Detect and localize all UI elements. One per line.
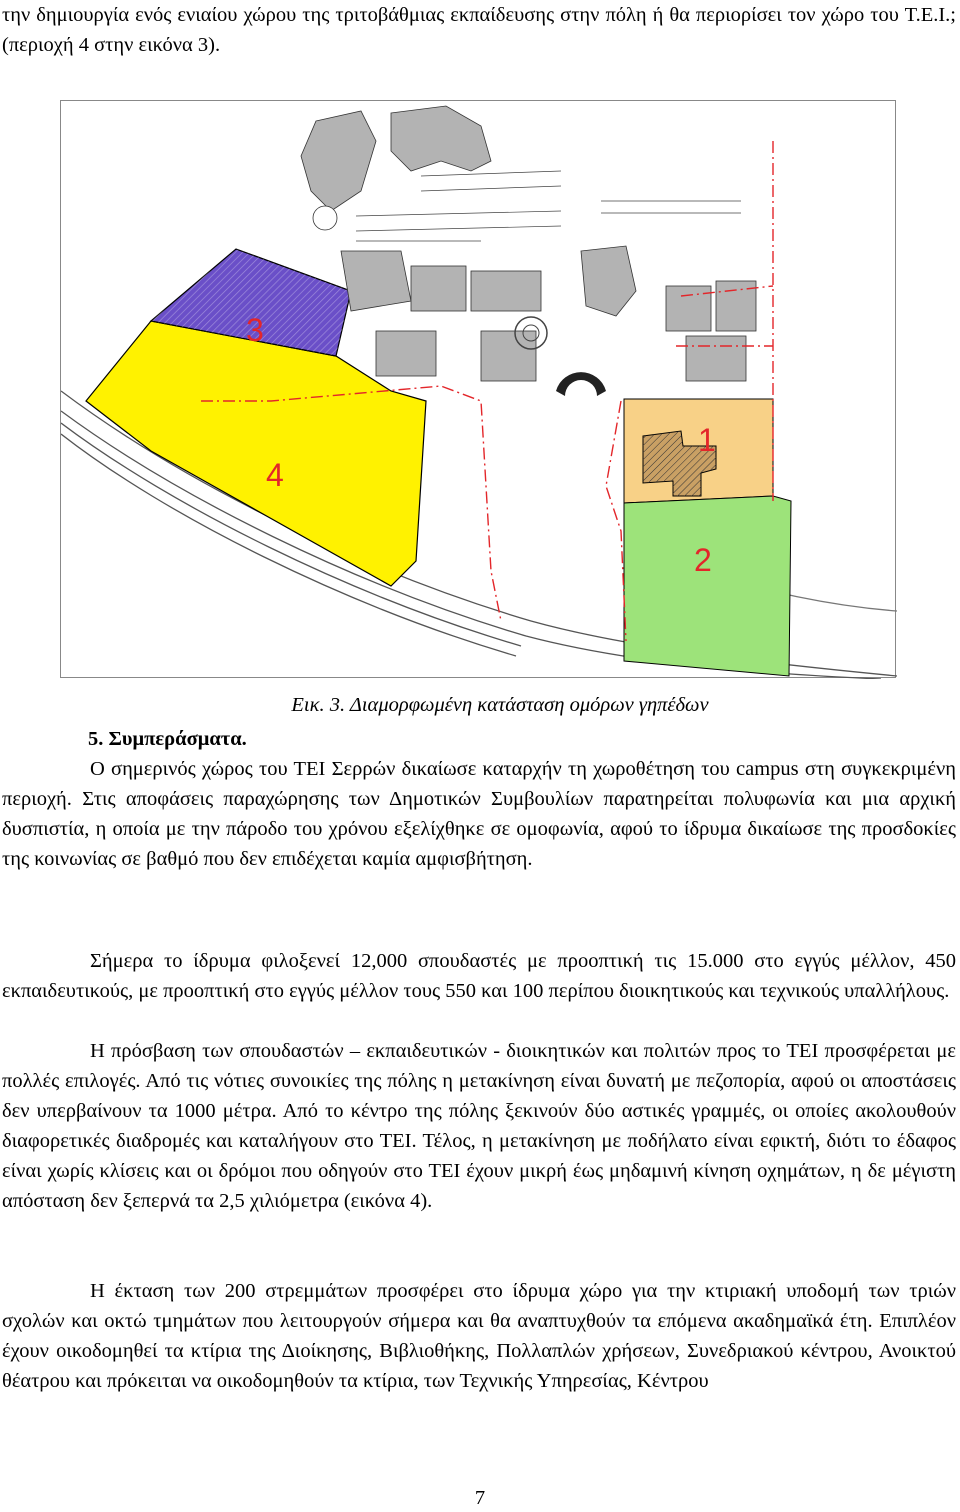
paragraph-1: Ο σημερινός χώρος του ΤΕΙ Σερρών δικαίωσε καταρχήν τη χωροθέτηση του campus στη συγκεκριμένη περιοχή. Στις αποφάσεις παραχώρησης των Δημοτικών Συμβουλίων παρατηρείται πολυφωνία και μια αρχική δυσπιστία, η οποία με την πάροδο του χρόνου εξελίχθηκε σε ομοφωνία, αφού το ίδρυμα δικαίωσε της προσδοκίες της κοινωνίας σε βαθμό που δεν επιδέχεται καμία αμφισβήτηση. — [2, 758, 956, 870]
paragraph-4: Η έκταση των 200 στρεμμάτων προσφέρει στο ίδρυμα χώρο για την κτιριακή υποδομή των τριών σχολών και οκτώ τμημάτων που λειτουργούν σήμερα και θα αναπτυχθούν τα επόμενα ακαδημαϊκά έτη. Επιπλέον έχουν οικοδομηθεί τα κτίρια της Διοίκησης, Βιβλιοθήκης, Πολλαπλών χρήσεων, Συνεδριακού κέντρου, Ανοικτού θέατρου και πρόκειται να οικοδομηθούν τα κτίρια, των Τεχνικής Υπηρεσίας, Κέντρου — [2, 1280, 956, 1392]
figure-caption: Εικ. 3. Διαμορφωμένη κατάσταση ομόρων γηπέδων — [291, 694, 709, 716]
area-label-3: 3 — [246, 312, 264, 348]
paragraph-2: Σήμερα το ίδρυμα φιλοξενεί 12,000 σπουδαστές με προοπτική τις 15.000 στο εγγύς μέλλον, 450 εκπαιδευτικούς, με προοπτική στο εγγύς μέλλον τους 550 και 100 περίπου διοικητικούς και τεχνικούς υπαλλήλους. — [2, 950, 956, 1002]
intro-paragraph: την δημιουργία ενός ενιαίου χώρου της τριτοβάθμιας εκπαίδευσης στην πόλη ή θα περιορίσει τον χώρο του Τ.Ε.Ι.; (περιοχή 4 στην εικόνα 3). — [2, 4, 956, 56]
area-label-1: 1 — [698, 422, 716, 458]
area-label-4: 4 — [266, 457, 284, 493]
page-number: 7 — [474, 1487, 486, 1509]
site-plan-figure — [60, 100, 896, 678]
area-4-polygon — [86, 321, 426, 586]
paragraph-3: Η πρόσβαση των σπουδαστών – εκπαιδευτικών - διοικητικών και πολιτών προς το ΤΕΙ προσφέρεται με πολλές επιλογές. Από τις νότιες συνοικίες της πόλης η μετακίνηση είναι δυνατή με πεζοπορία, αφού οι αποστάσεις δεν υπερβαίνουν τα 1000 μέτρα. Από το κέντρο της πόλης ξεκινούν δύο αστικές γραμμές, οι οποίες ακολουθούν διαφορετικές διαδρομές και καταλήγουν στο ΤΕΙ. Τέλος, η μετακίνηση με ποδήλατο είναι εφικτή, διότι το έδαφος είναι χωρίς κλίσεις και οι δρόμοι που οδηγούν στο ΤΕΙ έχουν μικρή έως μηδαμινή κίνηση οχημάτων, η δε μέγιστη απόσταση δεν ξεπερνά τα 2,5 χιλιόμετρα (εικόνα 4). — [2, 1040, 956, 1212]
campus-buildings — [301, 106, 756, 381]
section-heading: 5. Συμπεράσματα. — [88, 728, 247, 750]
area-2-polygon — [624, 496, 791, 676]
site-plan-map — [61, 101, 897, 679]
area-label-2: 2 — [694, 542, 712, 578]
parking-rows — [356, 171, 741, 241]
amphitheatre — [556, 372, 606, 396]
